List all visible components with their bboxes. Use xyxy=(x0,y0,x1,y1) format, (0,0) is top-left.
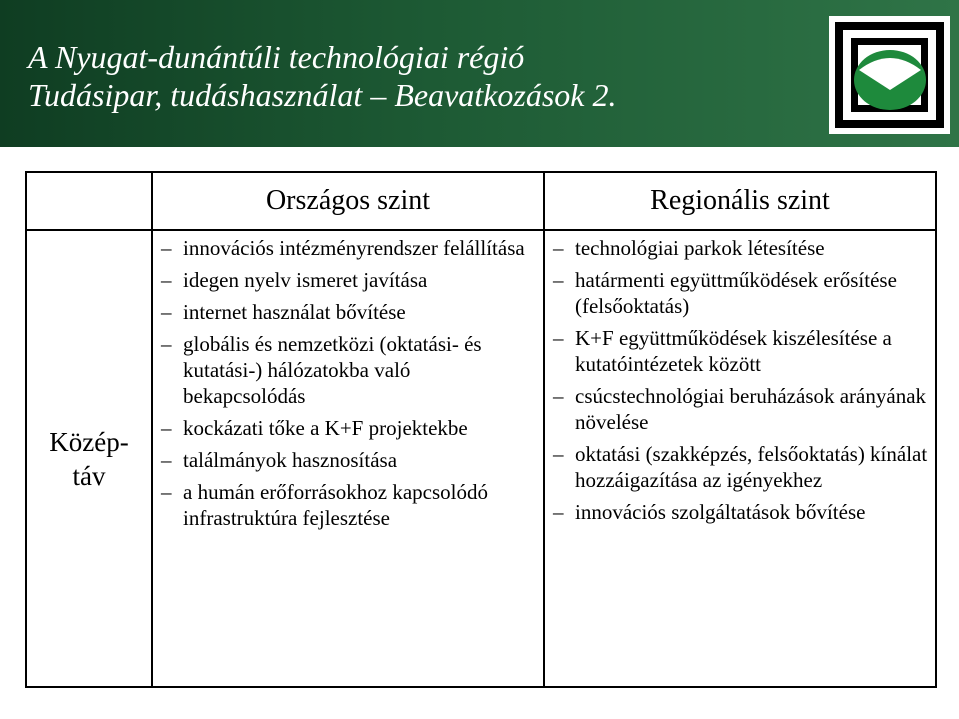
list-item xyxy=(161,331,537,409)
regional-level-header: Regionális szint xyxy=(544,172,936,230)
item-text: globális és nemzetközi (oktatási- és kutatási-) hálózatokba való bekapcsolódás xyxy=(183,332,482,408)
bullet-dash: – xyxy=(161,480,172,504)
bullet-dash: – xyxy=(553,268,564,292)
list-item xyxy=(553,267,929,319)
list-item xyxy=(553,325,929,377)
list-item xyxy=(553,383,929,435)
item-text: internet használat bővítése xyxy=(183,300,406,324)
list-item xyxy=(553,499,929,525)
title-line-2: Tudásipar, tudáshasználat – Beavatkozások 2. xyxy=(28,77,617,113)
bullet-dash: – xyxy=(553,326,564,350)
item-text: innovációs intézményrendszer felállítása xyxy=(183,236,525,260)
bullet-dash: – xyxy=(161,300,172,324)
list-item xyxy=(161,415,537,441)
medium-term-label xyxy=(26,230,152,687)
regional-measures-list xyxy=(545,231,935,537)
national-measures-cell xyxy=(152,230,544,687)
row-label-line-2: táv xyxy=(72,460,106,491)
item-text: oktatási (szakképzés, felsőoktatás) kínálat hozzáigazítása az igényekhez xyxy=(575,442,928,492)
item-text: csúcstechnológiai beruházások arányának növelése xyxy=(575,384,927,434)
item-text: a humán erőforrásokhoz kapcsolódó infrastruktúra fejlesztése xyxy=(183,480,488,530)
item-text: idegen nyelv ismeret javítása xyxy=(183,268,428,292)
measures-table xyxy=(25,171,937,688)
list-item xyxy=(161,235,537,261)
corner-cell xyxy=(26,172,152,230)
item-text: találmányok hasznosítása xyxy=(183,448,398,472)
item-text: kockázati tőke a K+F projektekbe xyxy=(183,416,468,440)
bullet-dash: – xyxy=(161,332,172,356)
national-measures-list xyxy=(153,231,543,543)
bullet-dash: – xyxy=(553,500,564,524)
bullet-dash: – xyxy=(553,442,564,466)
bullet-dash: – xyxy=(553,236,564,260)
list-item xyxy=(161,267,537,293)
regional-measures-cell xyxy=(544,230,936,687)
item-text: K+F együttműködések kiszélesítése a kutatóintézetek között xyxy=(575,326,892,376)
item-text: határmenti együttműködések erősítése (felsőoktatás) xyxy=(575,268,897,318)
medium-term-row xyxy=(26,230,936,687)
table-header-row xyxy=(26,172,936,230)
list-item xyxy=(161,447,537,473)
list-item xyxy=(553,235,929,261)
regional-logo-icon xyxy=(829,16,950,134)
bullet-dash: – xyxy=(161,448,172,472)
bullet-dash: – xyxy=(161,236,172,260)
bullet-dash: – xyxy=(161,416,172,440)
bullet-dash: – xyxy=(553,384,564,408)
list-item xyxy=(161,479,537,531)
national-level-header: Országos szint xyxy=(152,172,544,230)
slide-title xyxy=(28,38,616,114)
title-banner xyxy=(0,0,959,147)
title-line-1: A Nyugat-dunántúli technológiai régió xyxy=(28,39,525,75)
list-item xyxy=(553,441,929,493)
item-text: innovációs szolgáltatások bővítése xyxy=(575,500,866,524)
row-label-line-1: Közép- xyxy=(49,426,129,457)
item-text: technológiai parkok létesítése xyxy=(575,236,825,260)
list-item xyxy=(161,299,537,325)
bullet-dash: – xyxy=(161,268,172,292)
